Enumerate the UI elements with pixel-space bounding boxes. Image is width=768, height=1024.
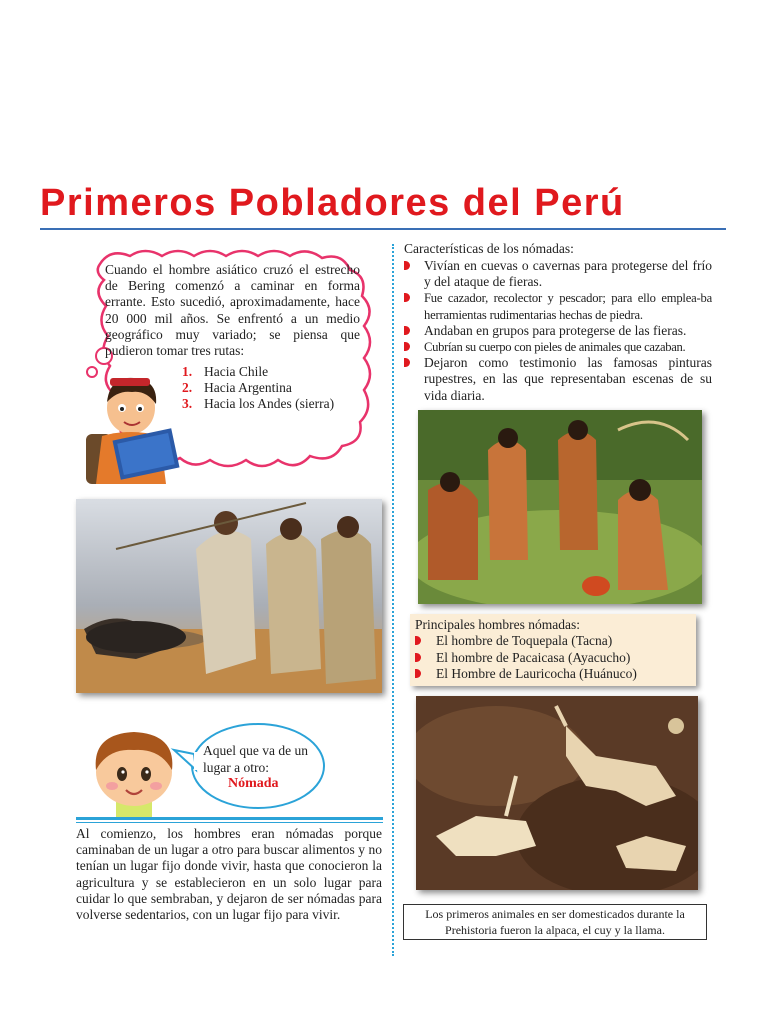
- list-item: Dejaron como testimonio las famosas pinturas rupestres, en las que representaban escenas de su vida diaria.: [404, 355, 712, 404]
- bullet-icon: [415, 669, 421, 678]
- route-label: Hacia los Andes (sierra): [204, 396, 335, 412]
- image-caption: [403, 904, 707, 940]
- route-item: [182, 380, 334, 396]
- bubble-text: Aquel que va de un lugar a otro:: [203, 743, 308, 775]
- title-underline: [40, 228, 726, 230]
- boy-face-illustration: [86, 728, 182, 818]
- characteristics-list: [404, 258, 712, 404]
- nomads-walking-image: [76, 499, 382, 693]
- characteristics-heading: Características de los nómadas:: [404, 241, 574, 256]
- bullet-icon: [404, 342, 410, 351]
- routes-list: [182, 364, 334, 413]
- list-item: Fue cazador, recolector y pescador; para ello emplea-ba herramientas rudimentarias hechas de piedra.: [404, 290, 712, 322]
- route-item: [182, 364, 334, 380]
- bullet-icon: [404, 293, 410, 302]
- bullet-icon: [404, 326, 410, 335]
- nomad-painting-image: [418, 410, 702, 604]
- page-title: Primeros Pobladores del Perú: [40, 182, 625, 224]
- route-label: Hacia Argentina: [204, 380, 292, 396]
- bullet-icon: [404, 358, 410, 367]
- route-number: 3.: [182, 396, 193, 412]
- bubble-highlight-word: Nómada: [228, 776, 279, 791]
- principal-nomads-box: [410, 614, 696, 686]
- boy-reading-illustration: [76, 372, 186, 492]
- column-divider: [392, 244, 394, 956]
- list-item: El hombre de Toquepala (Tacna): [415, 633, 637, 650]
- caption-text: Los primeros animales en ser domesticados durante la Prehistoria fueron la alpaca, el cuy y la llama.: [425, 907, 685, 937]
- list-item: Cubrían su cuerpo con pieles de animales que cazaban.: [404, 339, 712, 355]
- cloud-text: Cuando el hombre asiático cruzó el estrecho de Bering comenzó a caminar en forma errante. Esto sucedió, aproximadamente, hace 20 000 mil años. Se enfrentó a un medio geográfico muy variado; se piensa que pudieron tomar tres rutas:: [105, 262, 360, 359]
- route-item: [182, 396, 334, 412]
- nomads-heading: Principales hombres nómadas:: [415, 617, 580, 632]
- route-label: Hacia Chile: [204, 364, 269, 379]
- list-item: Andaban en grupos para protegerse de las fieras.: [404, 323, 712, 339]
- route-number: 2.: [182, 380, 193, 396]
- route-number: 1.: [182, 364, 193, 379]
- list-item: El Hombre de Lauricocha (Huánuco): [415, 666, 637, 683]
- bullet-icon: [404, 261, 410, 270]
- list-item: Vivían en cuevas o cavernas para protegerse del frío y del ataque de fieras.: [404, 258, 712, 290]
- section-rule-thin: [76, 822, 383, 823]
- cave-painting-image: [416, 696, 698, 890]
- nomads-list: [415, 633, 637, 683]
- bullet-icon: [415, 653, 421, 662]
- list-item: El hombre de Pacaicasa (Ayacucho): [415, 650, 637, 667]
- bullet-icon: [415, 636, 421, 645]
- nomad-paragraph: Al comienzo, los hombres eran nómadas porque caminaban de un lugar a otro para buscar alimentos y no tenían un lugar fijo donde vivir, hasta que conocieron la agricultura y se establecieron en un solo lugar para cuidar lo que sembraban, y dejaron de ser nómadas para volverse sedentarios, con un lugar fijo para vivir.: [76, 826, 382, 923]
- section-rule: [76, 817, 383, 820]
